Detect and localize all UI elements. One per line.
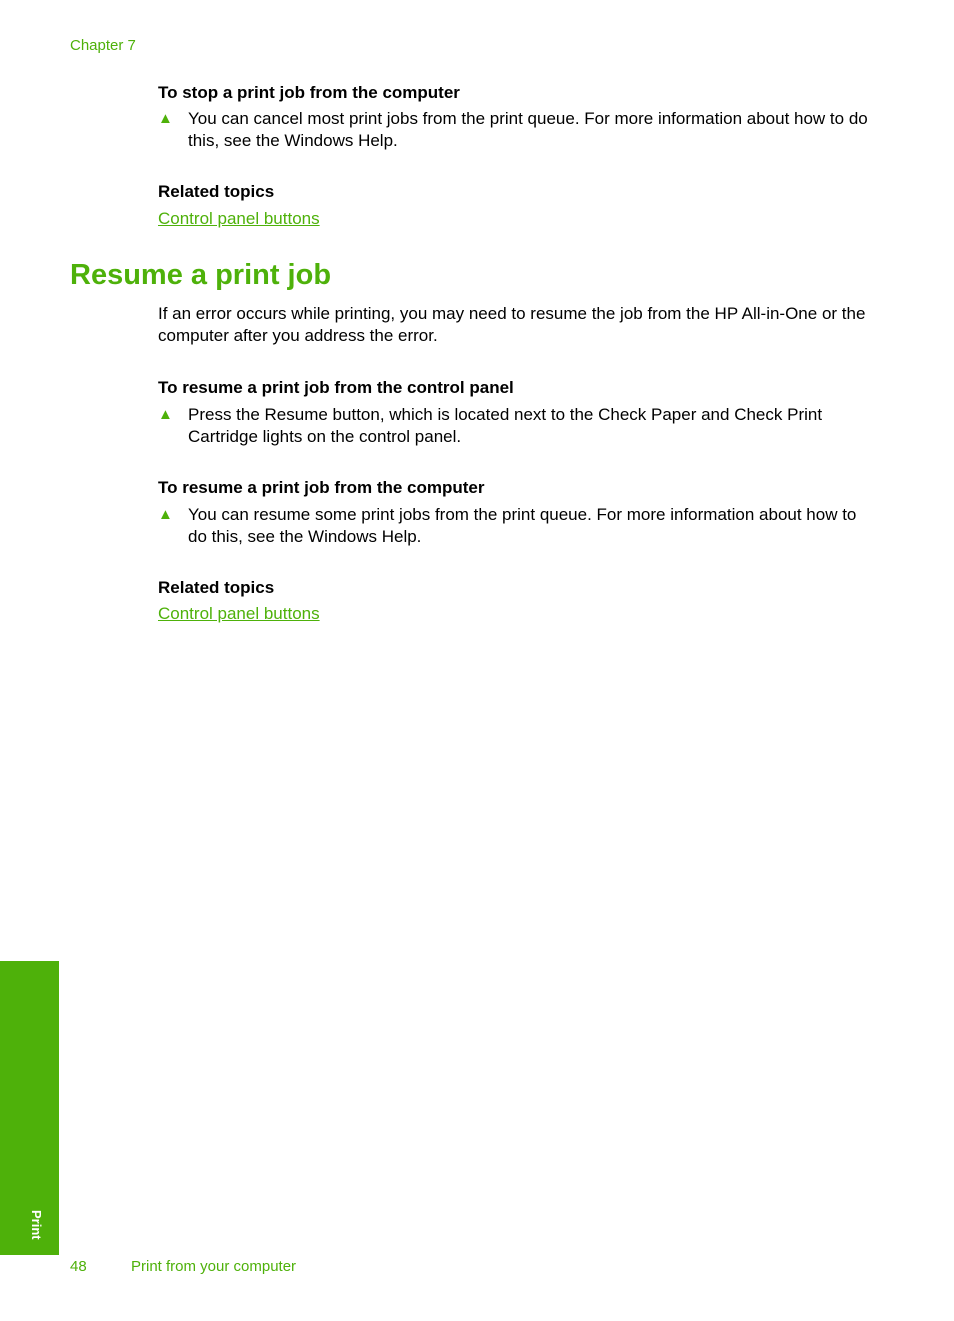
resume-control-panel-heading: To resume a print job from the control panel (158, 378, 514, 397)
resume-computer-bullet (158, 504, 870, 548)
triangle-bullet-icon: ▲ (158, 406, 173, 423)
resume-control-panel-bullet-text: Press the Resume button, which is located next to the Check Paper and Check Print Cartridge lights on the control panel. (188, 405, 823, 446)
section-title: Resume a print job (70, 259, 332, 291)
resume-control-panel-bullet (158, 404, 870, 448)
related-topics-heading-1: Related topics (158, 182, 275, 201)
stop-job-bullet-text: You can cancel most print jobs from the print queue. For more information about how to do this, see the Windows Help. (188, 109, 868, 150)
resume-intro-paragraph: If an error occurs while printing, you may need to resume the job from the HP All-in-One or the computer after you address the error. (158, 304, 866, 345)
triangle-bullet-icon: ▲ (158, 506, 173, 523)
footer-section-title: Print from your computer (131, 1258, 297, 1275)
stop-job-heading: To stop a print job from the computer (158, 83, 460, 102)
resume-computer-heading: To resume a print job from the computer (158, 478, 485, 497)
chapter-label: Chapter 7 (70, 37, 136, 54)
control-panel-buttons-link-1[interactable]: Control panel buttons (158, 209, 320, 228)
side-tab-label: Print (29, 1210, 44, 1240)
related-topics-heading-2: Related topics (158, 578, 275, 597)
stop-job-bullet (158, 108, 870, 152)
page-number: 48 (70, 1258, 87, 1275)
triangle-bullet-icon: ▲ (158, 110, 173, 127)
resume-computer-bullet-text: You can resume some print jobs from the print queue. For more information about how to do this, see the Windows Help. (188, 505, 857, 546)
control-panel-buttons-link-2[interactable]: Control panel buttons (158, 604, 320, 623)
